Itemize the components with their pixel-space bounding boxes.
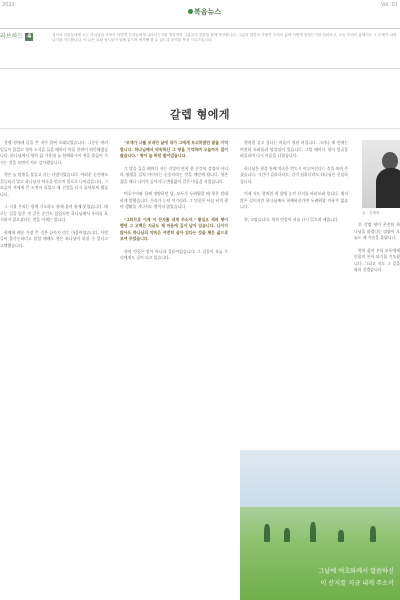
paragraph: 형에게 배운 가장 큰 것은 끝까지 믿는 마음이었습니다. 사람들이 불가능하다고 말할 때에도 형은 하나님이 하실 수 있다고 고백했습니다. xyxy=(0,229,108,248)
series-strip xyxy=(0,33,400,69)
author-portrait xyxy=(362,140,400,208)
paragraph: 여호수아와 함께 정탐하던 날, 모두가 두려워할 때 형은 담대하게 말했습니다. 우리가 능히 이기리라. 그 믿음은 사십 년의 광야 생활을 지나서도 꺾이지 않았습니다. xyxy=(120,191,228,209)
paragraph: 오 갈렙 형이 온전히 하나님을 따랐다는 말씀이 오늘도 제 가슴을 울립니다. xyxy=(354,222,400,240)
series-number: 4 xyxy=(27,33,32,40)
paragraph: 형은 늘 말씀을 붙들고 사는 사람이었습니다. 어려운 순간에도 흔들리지 않고 하나님의 약속을 믿으며 앞으로 나아갔습니다. 그 모습이 저에게 큰 도전이 되었고 제 신앙을 다시 돌아보게 했습니다. xyxy=(0,172,108,197)
portrait-caption: 글 · 김재성 xyxy=(362,211,380,215)
paragraph: 형의 믿음은 말이 아니라 걸음이었습니다. 그 걸음이 오늘 우리에게도 길이 되고 있습니다. xyxy=(120,248,228,260)
article-column-3 xyxy=(240,140,348,440)
paragraph: 형의 삶이 우리 모두에게 믿음의 본이 되기를 기도합니다. 그리고 저도 그 길을 따라 걷겠습니다. xyxy=(354,247,400,272)
article-column-2 xyxy=(120,140,228,268)
paragraph: 갈렙 형에게 글을 쓴 지가 벌써 오래되었습니다. 그동안 여러 일들이 있었고 형의 소식을 들을 때마다 마음 한편이 따뜻해졌습니다. 하나님께서 형의 삶 가운데 늘 함께하시며 형을 붙들어 주시는 것을 보면서 저도 감사했습니다. xyxy=(0,140,108,165)
page-header xyxy=(0,0,400,28)
paragraph: 그 말을 들을 때마다 저는 신앙이 단지 한 순간의 감정이 아니라 평생을 걸쳐 이어지는 순종이라는 것을 깨닫게 됩니다. 형은 젊을 때나 나이가 들어서나 변함없이 같은 마음을 지켰습니다. xyxy=(120,165,228,184)
logo-mark-icon xyxy=(188,9,193,14)
series-divider xyxy=(0,68,400,69)
publication-logo xyxy=(188,7,221,17)
article-title: 갈렙 형에게 xyxy=(170,108,230,121)
series-description: 성서의 인물들에게 오는 하나님의 사역이 어떻게 우리들에게 나타나는지를 생각하며 그분들의 말씀을 함께 묵상합니다. 그분의 말씀과 사랑이 우리의 삶에 어떻게 임하는지를 살펴보고, 오늘 우리의 삶에서도 그 은혜가 나타나기를 기도합니다. 이 글은 교회 성도들이 함께 읽으며 생각해 볼 수 있도록 준비된 묵상 시리즈입니다. xyxy=(52,33,397,42)
title-divider xyxy=(0,128,400,129)
header-divider xyxy=(0,28,400,29)
issue-year: 2022 xyxy=(2,2,15,8)
photo-quote-line-1: 그날에 여호와께서 말씀하신 xyxy=(318,568,394,575)
paragraph: 이제 저도 형처럼 제 앞에 놓인 산지를 바라보려 합니다. 쉽지 않은 길이지만 하나님께서 함께하신다면 두려워할 이유가 없습니다. xyxy=(240,191,348,209)
issue-volume: Vol. 01 xyxy=(380,2,398,8)
paragraph: 하나님은 형을 통해 약속은 반드시 이루어진다는 것을 보여 주셨습니다. 시간이 걸리더라도, 길이 험하더라도 하나님은 신실하십니다. xyxy=(240,165,348,184)
series-label: 라브하드 4 xyxy=(0,33,32,40)
highlight-paragraph: "그러므로 이제 이 산지를 내게 주소서." 팔십오 세의 형이 했던 그 고백은 지금도 제 마음에 깊이 남아 있습니다. 나이가 많아도 하나님의 약속은 여전히 살아 있다는 것을 형은 삶으로 보여 주었습니다. xyxy=(120,216,228,241)
photo-quote-line-2: 이 산지를 지금 내게 주소서 xyxy=(320,580,394,587)
paragraph: 형, 고맙습니다. 형의 믿음이 저를 다시 일으켜 세웁니다. xyxy=(244,216,340,222)
article-column-4 xyxy=(354,222,400,280)
publication-name: 복음뉴스 xyxy=(194,8,222,16)
highlight-paragraph: "모세가 나를 보내던 날에 내가 그에게 보고하였던 말을 기억합니다. 하나님께서 약속하신 그 땅을 기억하며 오늘까지 걸어왔습니다." 형이 늘 하던 말이었습니다. xyxy=(120,140,228,158)
paragraph: 형처럼 살고 싶다는 마음이 점점 커집니다. 그러나 제 안에는 여전히 두려움과 망설임이 있습니다. 그럴 때마다 형의 얼굴을 떠올리며 다시 마음을 다잡습니다. xyxy=(240,140,348,158)
paragraph: 그 시절 우리는 함께 기도하고 함께 울며 함께 웃었습니다. 때로는 길을 잃은 것 같은 순간도 있었지만 하나님께서 우리를 포기하지 않으셨다는 것을 이제는 압니다. xyxy=(0,204,108,222)
article-column-1 xyxy=(0,140,108,255)
landscape-photo xyxy=(240,450,400,600)
